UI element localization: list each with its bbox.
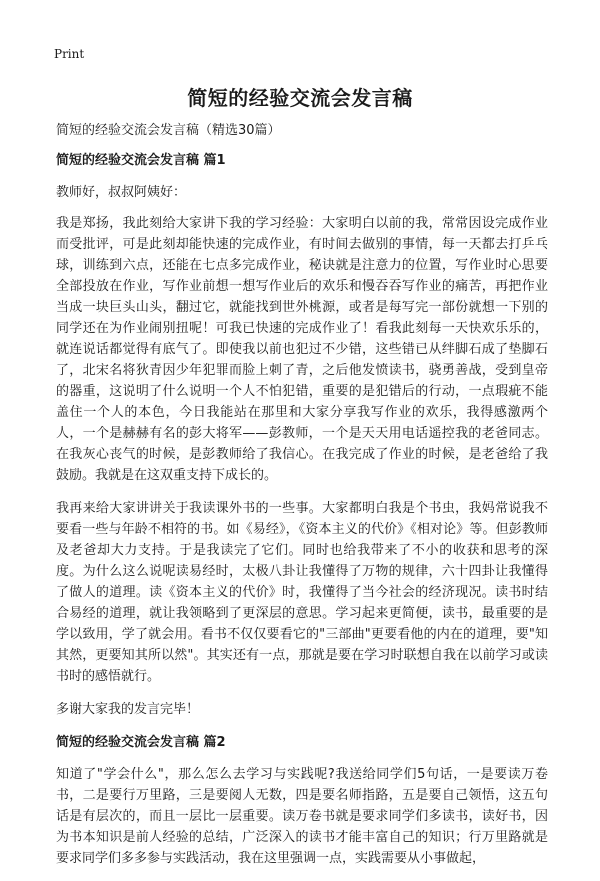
paragraph: 知道了"学会什么"，那么怎么去学习与实践呢?我送给同学们5句话，一是要读万卷书，二是要行万里路，三是要阅人无数，四是要名师指路，五是要自己领悟，这五句话是有层次的，而且一层比一层重要。读万卷书就是要求同学们多读书，读好书，因为书本知识是前人经验的总结，广泛深入的读书才能丰富自己的知识；行万里路就是要求同学们多多参与实践活动，我在这里强调一点，实践需要从小事做起， [56,767,548,866]
print-link[interactable]: Print [54,47,85,61]
paragraph: 多谢大家我的发言完毕！ [56,702,200,717]
section-heading: 简短的经验交流会发言稿 篇1 [56,153,226,168]
paragraph: 教师好，叔叔阿姨好： [56,185,187,200]
paragraph: 我是郑扬，我此刻给大家讲下我的学习经验：大家明白以前的我，常常因设完成作业而受批评，可是此刻却能快速的完成作业，有时间去做别的事情，每一天都去打乒乓球，训练到六点，还能在七点多完成作业，秘诀就是注意力的位置，写作业时心思要全部投放在作业，写作业前想一想写作业后的欢乐和慢吞吞写作业的痛苦，再把作业当成一块巨头山头，翻过它，就能找到世外桃源，或者是每写完一部份就想一下别的同学还在为作业闹别扭呢！可我已快速的完成作业了！看我此刻每一天快欢乐乐的，就连说话都觉得有底气了。即使我以前也犯过不少错，这些错已从绊脚石成了垫脚石了，北宋名将狄青因少年犯罪而脸上刺了青，之后他发愤读书，骁勇善战，受到皇帝的器重，这说明了什么说明一个人不怕犯错，重要的是犯错后的行动，一点瑕疵不能盖住一个人的本色，今日我能站在那里和大家分享我写作业的欢乐，我得感激两个人，一个是赫赫有名的彭大将军——彭教师，一个是天天用电话遥控我的老爸同志。在我灰心丧气的时候，是彭教师给了我信心。在我完成了作业的时候，是老爸给了我鼓励。我就是在这双重支持下成长的。 [56,216,548,483]
page-title: 简短的经验交流会发言稿 [187,86,413,110]
document-subtitle: 简短的经验交流会发言稿（精选30篇） [56,123,281,138]
section-heading: 简短的经验交流会发言稿 篇2 [56,735,226,750]
document-body [56,120,548,881]
paragraph: 我再来给大家讲讲关于我读课外书的一些事。大家都明白我是个书虫，我妈常说我不要看一些与年龄不相符的书。如《易经》，《资本主义的代价》《相对论》等。但彭教师及老爸却大力支持。于是我读完了它们。同时也给我带来了不小的收获和思考的深度。为什么这么说呢读易经时，太极八卦让我懂得了万物的规律，六十四卦让我懂得了做人的道理。读《资本主义的代价》时，我懂得了当今社会的经济现况。读书时结合易经的道理，就让我领略到了更深层的意思。学习起来更简便，读书，最重要的是学以致用，学了就会用。看书不仅仅要看它的"三部曲"更要看他的内在的道理，要"知其然，更要知其所以然"。其实还有一点，那就是要在学习时联想自我在以前学习或读书时的感悟就行。 [56,501,548,684]
